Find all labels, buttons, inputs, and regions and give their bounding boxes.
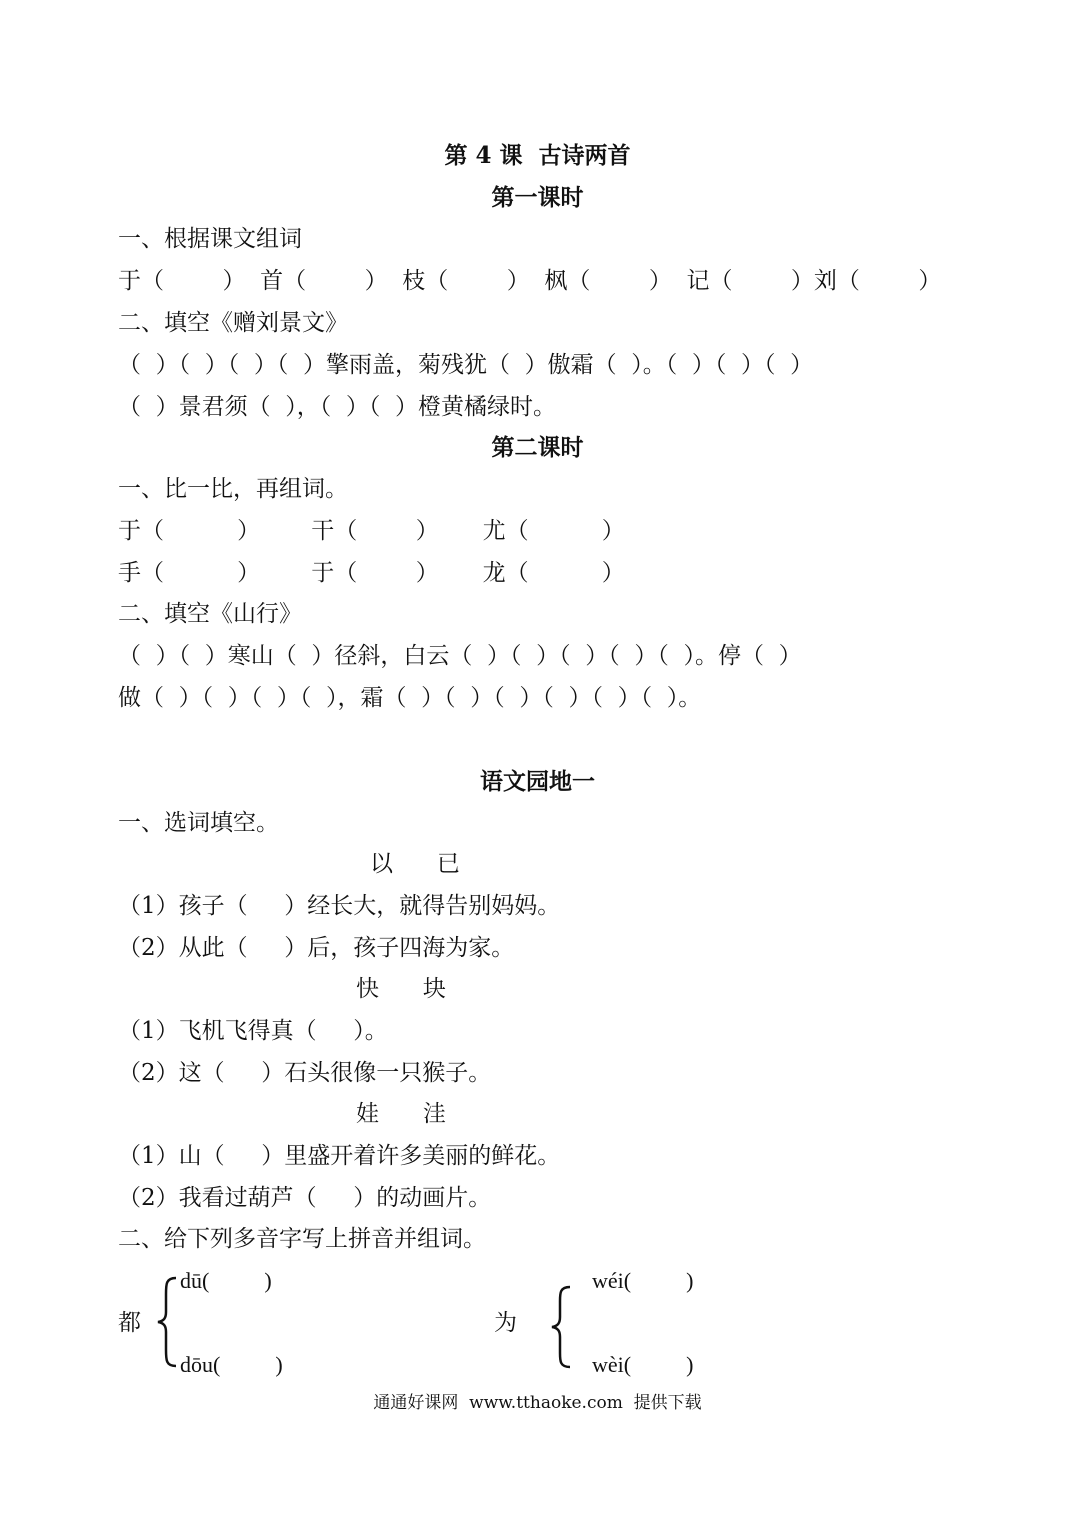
choice-item: （2）我看过葫芦（ ）的动画片。: [118, 1185, 492, 1211]
word-choices-2: 快 块: [356, 976, 446, 1002]
p1-q2-title: 二、填空《赠刘景文》: [118, 310, 348, 336]
pinyin-reading: dū( ): [180, 1268, 272, 1293]
p1-q1-title: 一、根据课文组词: [118, 226, 302, 252]
choice-item: （2）这（ ）石头很像一只猴子。: [118, 1060, 492, 1086]
period-2-heading: 第二课时: [491, 434, 584, 461]
pinyin-reading: dōu( ): [180, 1352, 283, 1377]
pinyin-reading: wèi( ): [592, 1352, 694, 1377]
choice-item: （1）飞机飞得真（ ）。: [118, 1018, 388, 1044]
polyphone-char: 都: [118, 1310, 141, 1336]
p2-q1-line2: 手（ ） 于（ ） 龙（ ）: [118, 560, 625, 586]
p2-q2-line1: （ ）（ ）寒山（ ）径斜，白云（ ）（ ）（ ）（ ）（ ）。停（ ）: [118, 643, 802, 669]
garden-title: 语文园地一: [480, 768, 595, 795]
left-brace-icon: [152, 1274, 182, 1370]
pinyin-reading: wéi( ): [592, 1268, 694, 1293]
footer-credit: 通通好课网 www.tthaoke.com 提供下载: [373, 1393, 702, 1413]
p1-q2-line1: （ ）（ ）（ ）（ ）擎雨盖，菊残犹（ ）傲霜（ ）。（ ）（ ）（ ）: [118, 352, 814, 378]
choice-item: （1）山（ ）里盛开着许多美丽的鲜花。: [118, 1143, 561, 1169]
word-choices-3: 娃 洼: [356, 1101, 446, 1127]
choice-item: （2）从此（ ）后，孩子四海为家。: [118, 935, 515, 961]
p1-q1-line: 于（ ） 首（ ） 枝（ ） 枫（ ） 记（ ）刘（ ）: [118, 268, 942, 294]
choice-item: （1）孩子（ ）经长大，就得告别妈妈。: [118, 893, 561, 919]
word-choices-1: 以 已: [370, 851, 460, 877]
p2-q2-title: 二、填空《山行》: [118, 601, 302, 627]
p1-q2-line2: （ ）景君须（ ），（ ）（ ）橙黄橘绿时。: [118, 394, 556, 420]
p2-q1-line1: 于（ ） 干（ ） 尤（ ）: [118, 518, 625, 544]
p2-q2-line2: 做（ ）（ ）（ ）（ ），霜（ ）（ ）（ ）（ ）（ ）（ ）。: [118, 685, 702, 711]
garden-q2-title: 二、给下列多音字写上拼音并组词。: [118, 1226, 486, 1252]
p2-q1-title: 一、比一比，再组词。: [118, 476, 348, 502]
polyphone-char: 为: [494, 1310, 517, 1336]
garden-q1-title: 一、选词填空。: [118, 810, 279, 836]
period-1-heading: 第一课时: [491, 184, 584, 211]
lesson-title: 第 4 课 古诗两首: [444, 142, 631, 169]
left-brace-icon: [546, 1283, 576, 1371]
